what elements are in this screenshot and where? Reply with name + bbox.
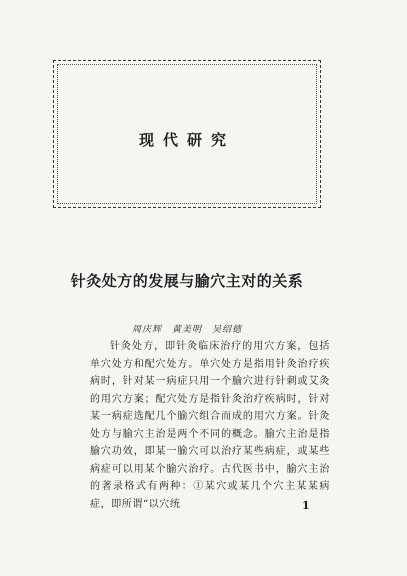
article-title: 针灸处方的发展与腧穴主对的关系 [70,272,304,290]
body-paragraph: 针灸处方，即针灸临床治疗的用穴方案，包括单穴处方和配穴处方。单穴处方是指用针灸治疗疾病时，针对某一病症只用一个腧穴进行针刺或艾灸的用穴方案；配穴处方是指针灸治疗疾病时，针对某一病症选配几个腧穴组合而成的用穴方案。针灸处方与腧穴主治是两个不同的概念。腧穴主治是指腧穴功效，即某一腧穴可以治疗某些病症，或某些病症可以用某个腧穴治疗。古代医书中，腧穴主治的著录格式有两种：①某穴或某几个穴主某某病症，即所谓“以穴统 [90,341,330,510]
section-header-frame [53,60,321,208]
author-line: 周庆辉 黄美明 吴绍德 [131,325,242,335]
page-number: 1 [302,499,310,512]
section-title: 现代研究 [138,131,235,149]
article-body [90,338,330,513]
